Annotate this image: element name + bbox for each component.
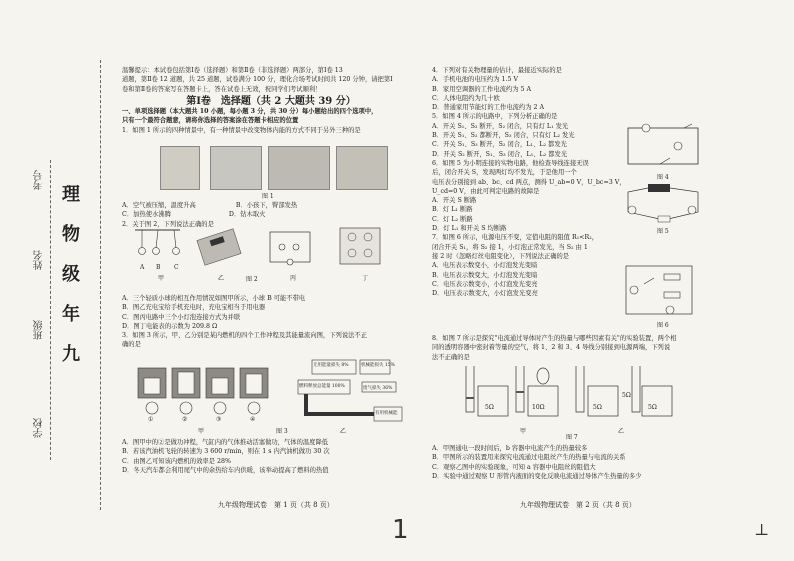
option: A．开关 S₁、S₃ 断开，S₂ 闭合，只有灯 L₁ 发光 <box>432 122 569 130</box>
question-4: 4．下列对有关物理量的估计，最接近实际的是 <box>432 67 562 74</box>
figure-1-caption: 图 1 <box>262 193 274 200</box>
question-7: 闭合开关 S₁，将 S₂ 接 1，小灯泡正常发光，当 S₂ 由 1 <box>432 243 588 251</box>
option: D．灯 L₁ 和开关 S 均断路 <box>432 225 507 233</box>
option: C．图丙电路中三个小灯泡连接方式为并联 <box>122 313 241 321</box>
option: D．普通家用节能灯的工作电流约为 2 A <box>432 104 545 112</box>
question-3: 3．如图 3 所示，甲、乙分别是某内燃机的四个工作冲程及其能量流向图，下列说法不正 <box>122 332 368 340</box>
label: ④ <box>250 416 256 423</box>
option: B．电压表示数变大，小灯泡发光变暗 <box>432 271 538 279</box>
corner-mark: ⊥ <box>754 520 770 539</box>
option: A．空气被压缩，温度升高 <box>122 202 196 209</box>
q3-options <box>122 438 420 475</box>
option: B．家用空调器的工作电流约为 5 A <box>432 85 532 93</box>
label: 乙 <box>218 275 225 282</box>
energy-label: 机械能损失 15% <box>361 363 395 368</box>
label: 乙 <box>340 428 347 435</box>
resistor-label: 5Ω <box>648 404 657 411</box>
label: 甲 <box>520 428 527 435</box>
left-column <box>122 66 420 135</box>
resistor-label: 5Ω <box>593 404 602 411</box>
option: C．由图乙可知该内燃机的效率是 28% <box>122 457 231 465</box>
option: A．手机电池的电压约为 1.5 V <box>432 76 519 84</box>
class-label: 班级 <box>34 320 45 340</box>
option: B．若该汽油机飞轮的转速为 3 600 r/min，则在 1 s 内汽油机做功 30 次 <box>122 448 330 456</box>
subject-char: 物 <box>62 224 80 245</box>
option: D．开关 S₂ 断开，S₁、S₃ 闭合，L₁、L₂ 都发光 <box>432 150 568 158</box>
option: D．钻木取火 <box>228 211 266 219</box>
option: A．甲图通电一段时间后，b 容器中电流产生的热量较多 <box>432 445 588 452</box>
option: B．甲图所示的装置用来探究电流通过电阻丝产生的热量与电流的关系 <box>432 454 626 462</box>
figure-3-caption: 图 3 <box>276 428 288 435</box>
figure-5-drawing <box>618 182 708 224</box>
label: 甲 <box>158 275 165 282</box>
resistor-label: 10Ω <box>532 404 545 411</box>
question-6: U_cd=0 V，由此可判定电路的故障是 <box>432 187 540 195</box>
label: 乙 <box>618 428 625 435</box>
question-7: 接 2 时（忽略灯丝电阻变化），下列说法正确的是 <box>432 252 570 260</box>
energy-label: 有用机械能 <box>375 411 398 416</box>
figure-6-drawing <box>620 262 700 318</box>
label: ① <box>148 416 154 423</box>
blank-line <box>50 160 51 460</box>
exam-no-label: 考号 <box>34 170 45 190</box>
option: D．图丁电能表的示数为 209.8 Ω <box>122 322 218 330</box>
option: B．灯 L₁ 断路 <box>432 206 473 214</box>
photo-b <box>210 146 262 190</box>
name-label: 姓名 <box>34 250 45 270</box>
page-footer-right: 九年级物理试卷 第 2 页（共 8 页） <box>520 501 636 509</box>
option: C．电压表示数变小，小灯泡发光变亮 <box>432 280 538 288</box>
option: B．小孩下，臀部发热 <box>235 202 298 209</box>
q1-options <box>122 201 420 229</box>
question-8: 同的透明容器中密封着等量的空气，将 1、2 和 3、4 导线分别接到电源两端，下列说 <box>432 344 671 352</box>
option: C．加热使水沸腾 <box>122 211 171 219</box>
figure-7-caption: 图 7 <box>566 434 578 441</box>
school-label: 学校 <box>34 418 45 438</box>
option: B．图乙充电宝给手机充电时，充电宝相当于用电器 <box>122 304 266 312</box>
figure-4-drawing <box>624 124 704 168</box>
option: A．开关 S 断路 <box>432 197 477 205</box>
photo-d <box>336 146 388 190</box>
energy-label: 燃料释放总能量 100% <box>299 384 345 389</box>
subject-char: 级 <box>62 264 80 285</box>
binding-line <box>100 60 101 510</box>
q8-stem <box>432 334 732 362</box>
label: 丙 <box>290 275 297 282</box>
question-6: 6．如图 5 为小明连接的实物电路，他检查导线连接无误 <box>432 159 589 167</box>
resistor-label: 5Ω <box>622 392 631 399</box>
q2-options <box>122 294 420 350</box>
question-7: 7．如图 6 所示，电源电压不变，定值电阻的阻值 R₁<R₂， <box>432 234 599 242</box>
label: 丁 <box>362 275 369 282</box>
label: ③ <box>216 416 222 423</box>
page-number: 1 <box>392 515 409 545</box>
label: C <box>174 264 179 271</box>
question-1: 1．如图 1 所示的四种情景中，有一种情景中改变物体内能的方式不同于另外三种的是 <box>122 126 361 134</box>
option: A．图甲中的②是做功冲程，气缸内的气体推动活塞做功，气体的温度降低 <box>122 439 329 446</box>
figure-7-drawing <box>460 362 680 426</box>
option: B．开关 S₁、S₂ 都断开，S₃ 闭合，只有灯 L₂ 发光 <box>432 132 575 140</box>
question-6: 后，闭合开关 S，发现两灯均不发光，于是他用一个 <box>432 169 577 177</box>
label: B <box>156 264 161 271</box>
figure-2-caption: 图 2 <box>246 276 258 283</box>
option: A．三个轻质小球的相互作用情况如图甲所示，小球 B 可能不带电 <box>122 295 306 302</box>
photo-a <box>160 146 200 190</box>
resistor-label: 5Ω <box>485 404 494 411</box>
question-8: 法不正确的是 <box>432 353 470 361</box>
label: A <box>140 264 145 271</box>
q8-options <box>432 444 732 481</box>
photo-c <box>268 146 330 190</box>
figure-6-caption: 图 6 <box>657 322 669 329</box>
question-2: 2．关于图 2，下列说法正确的是 <box>122 220 214 228</box>
option: C．人体电阻约为几十欧 <box>432 94 500 102</box>
option: D．电压表示数变大，小灯泡发光变亮 <box>432 290 538 298</box>
figure-4-caption: 图 4 <box>657 174 669 181</box>
page-footer-left: 九年级物理试卷 第 1 页（共 8 页） <box>218 501 334 509</box>
option: D．冬天汽车都会利用尾气中的余热给车内供暖，该举动提高了燃料的热值 <box>122 466 329 474</box>
section-intro: 一、单项选择题（本大题共 10 小题，每小题 3 分，共 30 分）每小题给出的四个选项中， <box>122 108 378 116</box>
figure-5-caption: 图 5 <box>657 228 669 235</box>
question-3: 确的是 <box>122 341 141 349</box>
option: C．灯 L₂ 断路 <box>432 215 473 223</box>
option: C．观察乙图中的实验现象，可知 a 容器中电阻丝的阻值大 <box>432 463 596 471</box>
option: C．开关 S₁、S₃ 断开，S₂ 闭合，L₁、L₂ 都发光 <box>432 141 567 149</box>
energy-label: 废气损失 36% <box>363 386 393 391</box>
notice-line: 温馨提示：本试卷包括第Ⅰ卷（选择题）和第Ⅱ卷（非选择题）两部分，第Ⅰ卷 13 <box>122 67 343 74</box>
question-8: 8．如图 7 所示是探究"电流通过导体时产生的热量与哪些因素有关"的实验装置，两个相 <box>432 335 677 342</box>
subject-char: 年 <box>62 304 80 325</box>
subject-char: 九 <box>62 344 80 365</box>
question-6: 电压表分别接到 ab、bc、cd 两点，测得 U_ab=0 V，U_bc=3 V， <box>432 178 626 186</box>
subject-char: 理 <box>62 184 80 205</box>
label: ② <box>182 416 188 423</box>
option: D．实验中通过观察 U 形管内液面的变化反映电流通过导体产生热量的多少 <box>432 472 642 480</box>
notice-line: 卷和第Ⅱ卷的答案写在答题卡上，答在试卷上无效，祝同学们考试顺利！ <box>122 85 322 93</box>
energy-label: 无用能量损失 8% <box>313 363 349 368</box>
notice-line: 道题，第Ⅱ卷 12 道题，共 25 道题，试卷满分 100 分，理化合场考试时间共 120 分钟，请把第Ⅰ <box>122 76 393 84</box>
label: 甲 <box>198 428 205 435</box>
option: A．电压表示数变小，小灯泡发光变暗 <box>432 262 538 270</box>
question-5: 5．如图 4 所示的电路中，下列分析正确的是 <box>432 113 558 121</box>
section-title: 第Ⅰ卷 选择题（共 2 大题共 39 分） <box>186 95 356 107</box>
section-intro: 只有一个最符合题意，请将你选择的答案涂在答题卡相应的位置 <box>122 117 299 125</box>
